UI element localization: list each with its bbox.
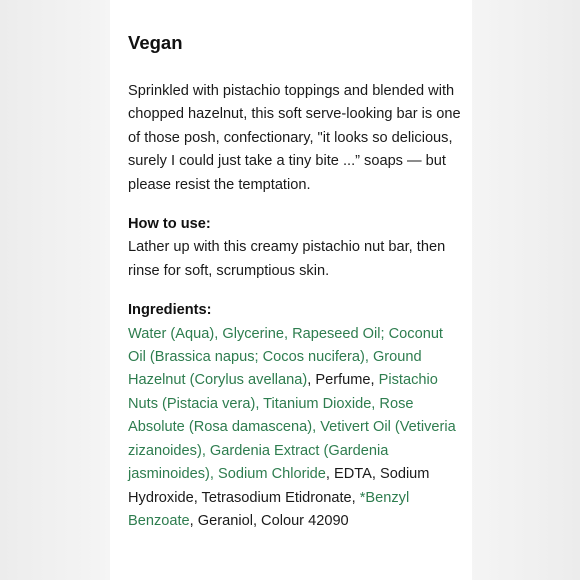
product-title: Vegan bbox=[128, 32, 183, 53]
ingredient-link-benzyl-benzoate[interactable]: *Benzyl Benzoate bbox=[128, 489, 410, 529]
ingredient-text-group-3: , Geraniol, Colour 42090 bbox=[189, 512, 349, 529]
left-gutter bbox=[0, 0, 110, 580]
ingredient-text-group-1: , Perfume, bbox=[307, 372, 379, 389]
product-info-card bbox=[110, 0, 472, 580]
right-gutter bbox=[470, 0, 580, 580]
product-info-content bbox=[128, 31, 464, 549]
product-description: Sprinkled with pistachio toppings and blended with chopped hazelnut, this soft serve-looking bar is one of those posh, confectionary, "it looks so delicious, surely I could just take a tiny bite ...” soaps — but please resist the temptation. bbox=[128, 83, 461, 193]
ingredients-list bbox=[128, 323, 464, 534]
how-to-use-section bbox=[128, 213, 464, 283]
ingredient-link-group-1[interactable]: Water (Aqua), Glycerine, Rapeseed Oil; Coconut Oil (Brassica napus; Cocos nucifera), Ground Hazelnut (Corylus avellana) bbox=[128, 325, 443, 389]
how-to-use-text: Lather up with this creamy pistachio nut bar, then rinse for soft, scrumptious skin. bbox=[128, 239, 446, 279]
ingredient-link-group-2[interactable]: Pistachio Nuts (Pistacia vera), Titanium Dioxide, Rose Absolute (Rosa damascena), Vetivert Oil (Vetiveria zizanoides), Gardenia Extract (Gardenia jasminoides), Sodium Chloride bbox=[128, 372, 456, 483]
ingredient-text-group-2: , EDTA, Sodium Hydroxide, Tetrasodium Etidronate, bbox=[128, 466, 430, 506]
how-to-use-label: How to use: bbox=[128, 216, 211, 233]
ingredients-label: Ingredients: bbox=[128, 302, 212, 319]
ingredients-section bbox=[128, 299, 464, 533]
